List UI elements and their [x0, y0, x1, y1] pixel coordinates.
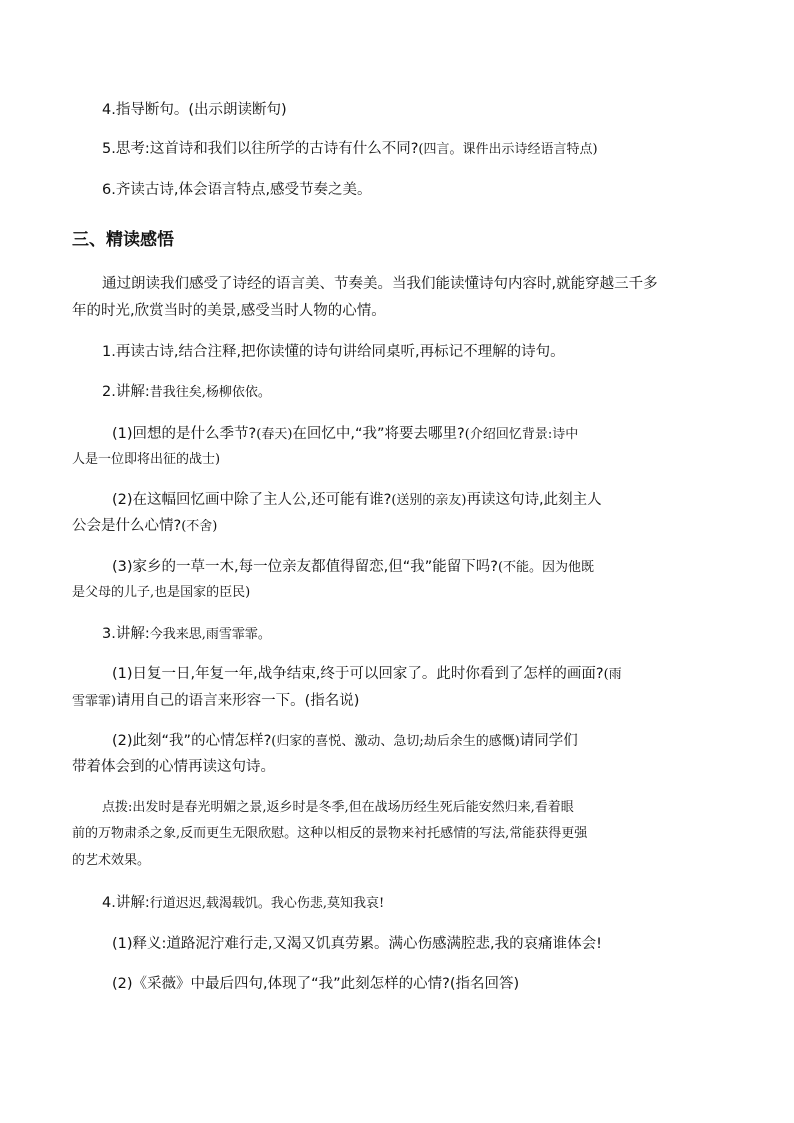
item-6	[102, 180, 372, 200]
q2-1-question-2: 在回忆中,“我”将要去哪里?	[292, 426, 465, 442]
q4-2: (2)《采薇》中最后四句,体现了“我”此刻怎样的心情?(指名回答)	[112, 976, 520, 992]
q3-2-answer: (归家的喜悦、激动、急切;劫后余生的感慨)	[271, 734, 520, 749]
q2-1-note: (介绍回忆背景:诗中	[464, 427, 579, 442]
q2-1-line-2: 人是一位即将出征的战士)	[72, 452, 221, 467]
section-heading: 三、精读感悟	[72, 230, 174, 250]
note-line-3: 的艺术效果。	[72, 853, 151, 868]
q3-2-question-2: 请同学们	[519, 733, 578, 749]
step-3-verse: 今我来思,雨雪霏霏。	[149, 627, 271, 642]
q2-2-question: (2)在这幅回忆画中除了主人公,还可能有谁?	[112, 492, 392, 508]
q2-3-question: (3)家乡的一草一木,每一位亲友都值得留恋,但“我”能留下吗?	[112, 559, 498, 575]
q2-2-question-3: 公会是什么心情?	[72, 518, 182, 534]
step-4	[102, 893, 384, 914]
q2-2-line-1	[112, 490, 602, 511]
item-4	[102, 100, 287, 120]
q3-2-question: (2)此刻“我”的心情怎样?	[112, 733, 272, 749]
q2-2-line-2	[72, 516, 217, 537]
step-4-label: 4.讲解:	[102, 895, 150, 911]
q3-1-answer: (雨	[603, 667, 622, 682]
q3-2-line-1	[112, 731, 578, 752]
step-2	[102, 382, 271, 403]
step-4-verse: 行道迟迟,载渴载饥。我心伤悲,莫知我哀!	[149, 896, 385, 911]
step-2-verse: 昔我往矣,杨柳依依。	[149, 385, 271, 400]
item-6-text: 6.齐读古诗,体会语言特点,感受节奏之美。	[102, 182, 372, 198]
q3-1-question: (1)日复一日,年复一年,战争结束,终于可以回家了。此时你看到了怎样的画面?	[112, 666, 604, 682]
q2-3-line-2: 是父母的儿子,也是国家的臣民)	[72, 585, 251, 600]
note-line-1: 点拨:出发时是春光明媚之景,返乡时是冬季,但在战场历经生死后能安然归来,看着眼	[102, 800, 574, 815]
step-2-label: 2.讲解:	[102, 384, 150, 400]
intro-line-1: 通过朗读我们感受了诗经的语言美、节奏美。当我们能读懂诗句内容时,就能穿越三千多	[102, 276, 658, 292]
q2-3-line-1	[112, 557, 594, 578]
q2-1-line-1	[112, 424, 578, 445]
item-4-text: 4.指导断句。(出示朗读断句)	[102, 102, 287, 118]
q3-1-answer-2: 雪霏霏)	[72, 694, 117, 709]
q2-1-question: (1)回想的是什么季节?	[112, 426, 257, 442]
step-3	[102, 624, 271, 645]
step-3-label: 3.讲解:	[102, 626, 150, 642]
intro-line-2: 年的时光,欣赏当时的美景,感受当时人物的心情。	[72, 303, 386, 319]
q3-2-line-2: 带着体会到的心情再读这句诗。	[72, 759, 275, 775]
q2-2-answer: (送别的亲友)	[391, 493, 467, 508]
item-5-question: 5.思考:这首诗和我们以往所学的古诗有什么不同?	[102, 141, 419, 157]
q3-1-line-2	[72, 691, 359, 712]
q2-3-answer: (不能。因为他既	[497, 560, 595, 575]
step-1: 1.再读古诗,结合注释,把你读懂的诗句讲给同桌听,再标记不理解的诗句。	[102, 344, 565, 360]
item-5	[102, 139, 598, 160]
q2-2-question-2: 再读这句诗,此刻主人	[466, 492, 602, 508]
q2-2-answer-2: (不舍)	[181, 519, 218, 534]
note-line-2: 前的万物肃杀之象,反而更生无限欣慰。这种以相反的景物来衬托感情的写法,常能获得更强	[72, 826, 588, 841]
q3-1-question-2: 请用自己的语言来形容一下。(指名说)	[116, 693, 360, 709]
q4-1: (1)释义:道路泥泞难行走,又渴又饥真劳累。满心伤感满腔悲,我的哀痛谁体会!	[112, 936, 602, 952]
q2-1-answer: (春天)	[256, 427, 293, 442]
q3-1-line-1	[112, 664, 622, 685]
item-5-answer: (四言。课件出示诗经语言特点)	[418, 142, 598, 157]
